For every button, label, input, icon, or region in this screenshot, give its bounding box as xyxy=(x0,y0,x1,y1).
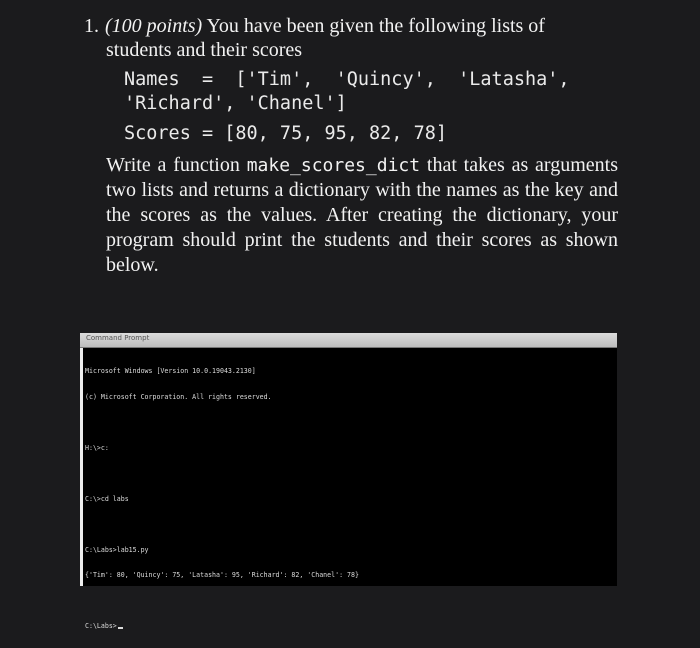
console-blank-line xyxy=(85,597,359,606)
task-text-before: Write a function xyxy=(106,154,240,176)
problem-heading xyxy=(84,14,624,38)
task-text-after: that takes as arguments two lists and returns a dictionary with the names as the key and the scores as the values. After creating the dictionary, your program should print the students and their scores as shown below. xyxy=(106,154,619,276)
console-prompt: C:\Labs> xyxy=(85,622,117,630)
problem-points: (100 points) xyxy=(105,15,203,37)
scores-code-line: Scores = [80, 75, 95, 82, 78] xyxy=(124,123,448,144)
console-line: {'Tim': 80, 'Quincy': 75, 'Latasha': 95, 'Richard': 82, 'Chanel': 78} xyxy=(85,571,359,579)
names-code-line-1: Names = ['Tim', 'Quincy', 'Latasha', xyxy=(124,69,570,90)
console-title: Command Prompt xyxy=(86,334,150,342)
console-blank-line xyxy=(85,469,359,478)
task-description xyxy=(106,153,618,278)
console-cursor xyxy=(118,627,123,629)
console-line: Microsoft Windows [Version 10.0.19043.2130] xyxy=(85,367,256,375)
function-name: make_scores_dict xyxy=(246,155,421,176)
console-prompt-line xyxy=(85,622,359,631)
console-line: H:\>c: xyxy=(85,443,109,452)
names-code-line-2: 'Richard', 'Chanel'] xyxy=(124,93,347,114)
console-output xyxy=(85,350,359,648)
problem-intro-1: You have been given the following lists of xyxy=(206,15,545,37)
console-line: C:\Labs>lab15.py xyxy=(85,545,149,554)
console-screenshot xyxy=(80,333,617,630)
problem-intro-2: students and their scores xyxy=(106,39,303,61)
console-blank-line xyxy=(85,418,359,427)
console-scrollbar xyxy=(80,348,83,586)
console-blank-line xyxy=(85,520,359,529)
console-line: (c) Microsoft Corporation. All rights reserved. xyxy=(85,392,272,401)
problem-number: 1. xyxy=(84,15,99,37)
console-line: C:\>cd labs xyxy=(85,494,129,503)
console-titlebar xyxy=(80,333,617,348)
problem-statement xyxy=(84,14,624,62)
